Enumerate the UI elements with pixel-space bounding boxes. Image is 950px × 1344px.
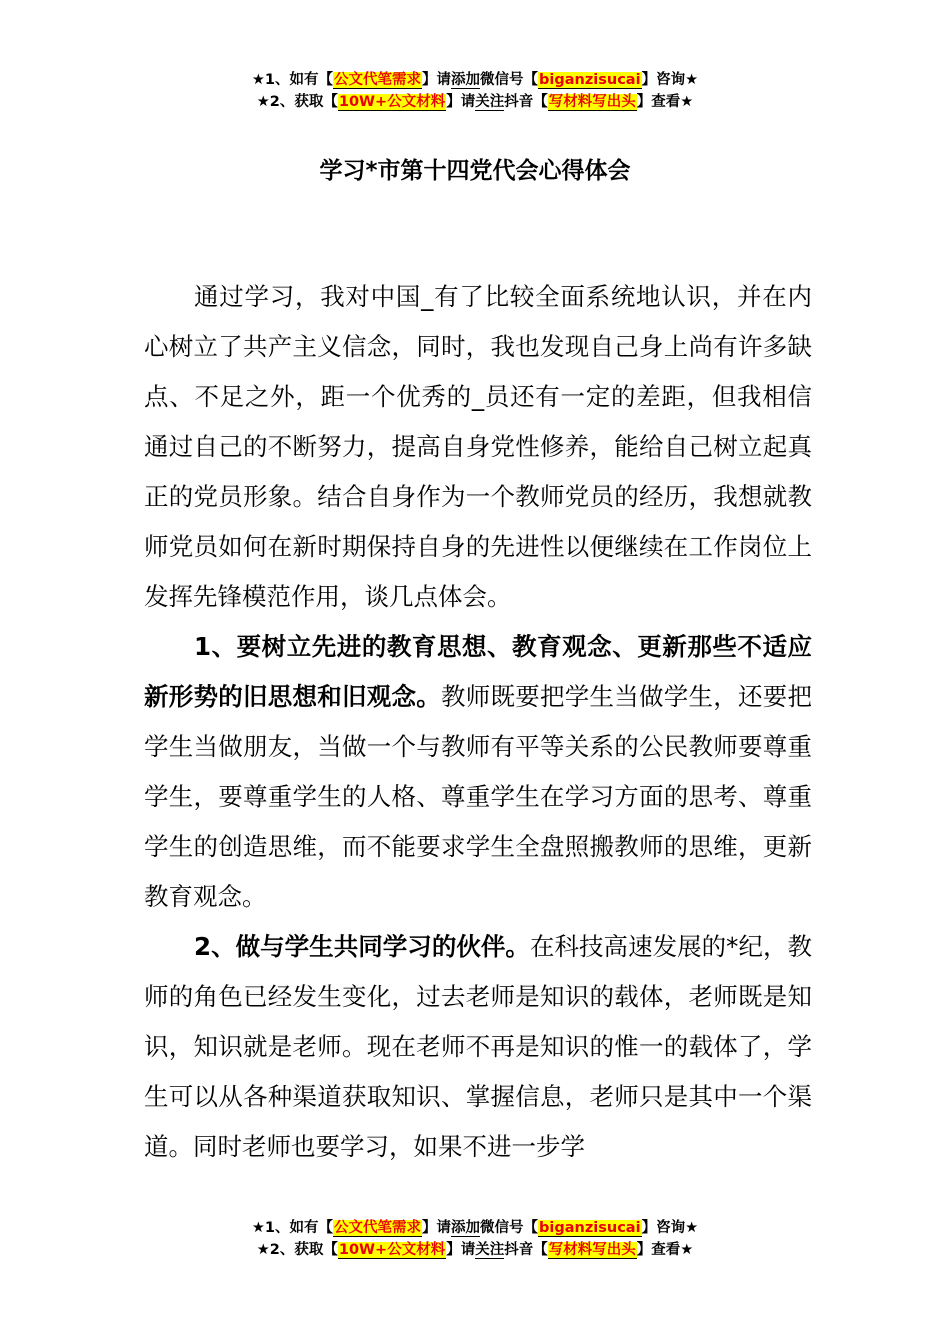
banner-text: ★1、如有【 bbox=[251, 1220, 334, 1236]
header-banner bbox=[0, 69, 950, 113]
document-body bbox=[144, 272, 812, 1172]
banner-text: 】请 bbox=[422, 72, 452, 88]
banner-highlight: 10W+公文材料 bbox=[338, 94, 446, 110]
document-title: 学习*市第十四党代会心得体会 bbox=[319, 158, 631, 184]
banner-highlight-douyin: 写材料写出头 bbox=[548, 1242, 636, 1258]
paragraph-point-2 bbox=[144, 922, 812, 1172]
point-2-heading: 2、做与学生共同学习的伙伴。 bbox=[194, 932, 530, 961]
point-2-text: 在科技高速发展的*纪，教师的角色已经发生变化，过去老师是知识的载体，老师既是知识，知识就是老师。现在老师不再是知识的惟一的载体了，学生可以从各种渠道获取知识、掌握信息，老师只是其中一个渠道。同时老师也要学习，如果不进一步学 bbox=[144, 932, 813, 1161]
banner-text: 微信号【 bbox=[480, 72, 539, 88]
banner-line-2 bbox=[0, 91, 950, 113]
banner-highlight-douyin: 写材料写出头 bbox=[548, 94, 636, 110]
footer-banner bbox=[0, 1217, 950, 1261]
banner-text: 抖音【 bbox=[504, 1242, 548, 1258]
paragraph-point-1 bbox=[144, 622, 812, 922]
banner-text: 】请 bbox=[422, 1220, 452, 1236]
banner-line-1 bbox=[0, 69, 950, 91]
banner-highlight-wechat: biganzisucai bbox=[539, 72, 641, 88]
banner-highlight: 10W+公文材料 bbox=[338, 1242, 446, 1258]
banner-text: 】查看★ bbox=[636, 1242, 694, 1258]
point-1-heading: 1、要树立先进的教育思想、教育观念、更新那些不适应新形势的旧思想和旧观念。 bbox=[144, 632, 812, 711]
banner-highlight: 公文代笔需求 bbox=[334, 72, 422, 88]
banner-text: ★2、获取【 bbox=[256, 94, 338, 110]
banner-underline: 添加 bbox=[451, 1220, 481, 1236]
banner-underline: 添加 bbox=[451, 72, 481, 88]
banner-text: 】咨询★ bbox=[641, 72, 699, 88]
banner-text: 抖音【 bbox=[504, 94, 548, 110]
banner-underline: 关注 bbox=[475, 94, 505, 110]
banner-text: 】请 bbox=[446, 1242, 476, 1258]
point-1-text: 教师既要把学生当做学生，还要把学生当做朋友，当做一个与教师有平等关系的公民教师要尊重学生，要尊重学生的人格、尊重学生在学习方面的思考、尊重学生的创造思维，而不能要求学生全盘照搬教师的思维，更新教育观念。 bbox=[144, 682, 812, 911]
banner-text: 微信号【 bbox=[480, 1220, 539, 1236]
banner-text: 】咨询★ bbox=[641, 1220, 699, 1236]
banner-text: 】查看★ bbox=[636, 94, 694, 110]
paragraph-intro: 通过学习，我对中国_有了比较全面系统地认识，并在内心树立了共产主义信念，同时，我也发现自己身上尚有许多缺点、不足之外，距一个优秀的_员还有一定的差距，但我相信通过自己的不断努力，提高自身党性修养，能给自己树立起真正的党员形象。结合自身作为一个教师党员的经历，我想就教师党员如何在新时期保持自身的先进性以便继续在工作岗位上发挥先锋模范作用，谈几点体会。 bbox=[144, 282, 812, 611]
banner-line-1 bbox=[0, 1217, 950, 1239]
banner-underline: 关注 bbox=[475, 1242, 505, 1258]
banner-text: ★2、获取【 bbox=[256, 1242, 338, 1258]
banner-text: ★1、如有【 bbox=[251, 72, 334, 88]
banner-text: 】请 bbox=[446, 94, 476, 110]
banner-highlight-wechat: biganzisucai bbox=[539, 1220, 641, 1236]
banner-line-2 bbox=[0, 1239, 950, 1261]
banner-highlight: 公文代笔需求 bbox=[334, 1220, 422, 1236]
